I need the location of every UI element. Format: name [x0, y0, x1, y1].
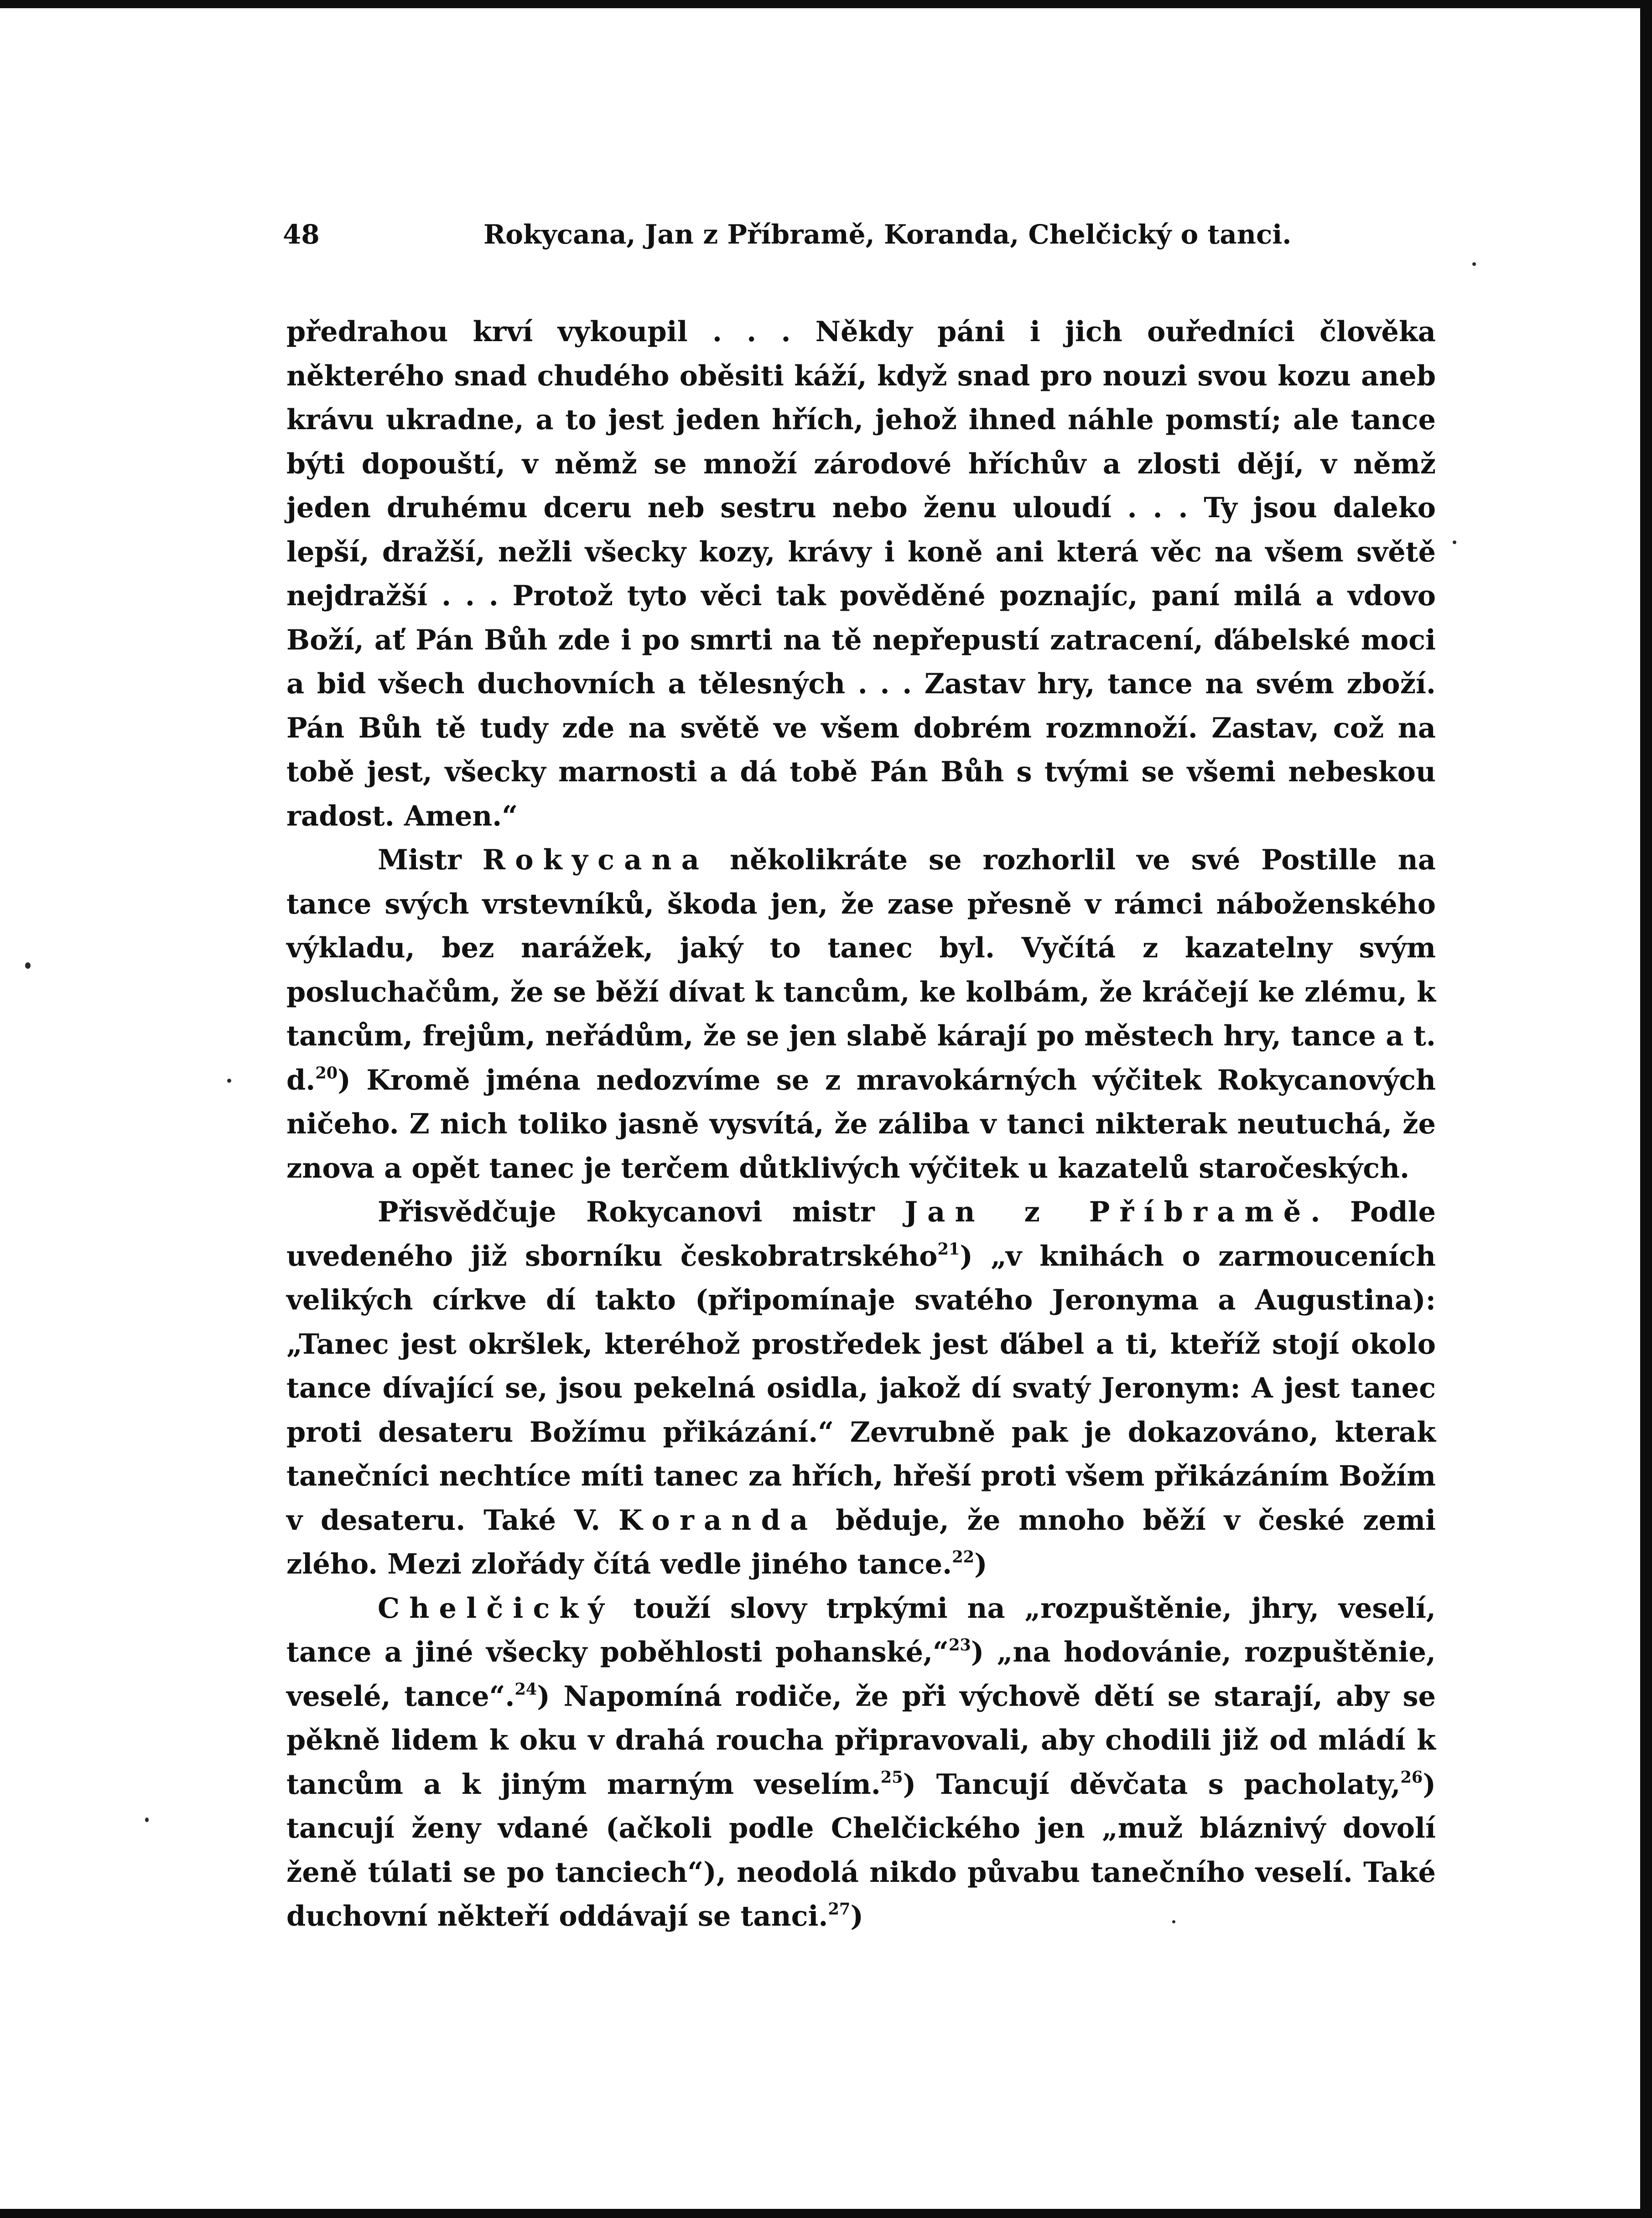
text-run: ) Kromě jména nedozvíme se z mravokárných výčitek Rokycanových ničeho. Z nich toliko jasně vysvítá, že záliba v tanci nikterak neutuchá, že znova a opět tanec je terčem důtklivých výčitek u kazatelů staročeských. [286, 1064, 1436, 1184]
page-number: 48 [283, 219, 320, 250]
body-text [286, 310, 1436, 1939]
scan-speck [1472, 262, 1476, 266]
running-title: Rokycana, Jan z Příbramě, Koranda, Chelčický o tanci. [483, 219, 1292, 250]
paragraph-4 [286, 1587, 1436, 1939]
paragraph-1: předrahou krví vykoupil . . . Někdy páni i jich ouředníci člověka některého snad chudého oběsiti káží, když snad pro nouzi svou kozu aneb krávu ukradne, a to jest jeden hřích, jehož ihned náhle pomstí; ale tance býti dopouští, v němž se množí zárodové hříchův a zlosti dějí, v němž jeden druhému dceru neb sestru nebo ženu uloudí . . . Ty jsou daleko lepší, dražší, nežli všecky kozy, krávy i koně ani která věc na všem světě nejdražší . . . Protož tyto věci tak pověděné poznajíc, paní milá a vdovo Boží, ať Pán Bůh zde i po smrti na tě nepřepustí zatracení, ďábelské moci a bid všech duchovních a tělesných . . . Zastav hry, tance na svém zboží. Pán Bůh tě tudy zde na světě ve všem dobrém rozmnoží. Zastav, což na tobě jest, všecky marnosti a dá tobě Pán Bůh s tvými se všemi nebeskou radost. Amen.“ [286, 316, 1436, 832]
text-run: běduje, že mnoho běží v české zemi zlého. Mezi zlořády čítá vedle jiného tance. [286, 1504, 1436, 1580]
text-run: . Podle uvedeného již sborníku českobratrského [286, 1196, 1436, 1273]
text-run: několikráte se rozhorlil ve své Postille na tance svých vrstevníků, škoda jen, že zase přesně v rámci náboženského výkladu, bez narážek, jaký to tanec byl. Vyčítá z kazatelny svým posluchačům, že se běží dívat k tancům, ke kolbám, že kráčejí ke zlému, k tancům, frejům, neřádům, že se jen slabě kárají po městech hry, tance a t. d. [286, 844, 1436, 1096]
text-run: ) „v knihách o zarmouceních velikých církve dí takto (připomínaje svatého Jeronyma a Augustina): „Tanec jest okršlek, kteréhož prostředek jest ďábel a ti, kteříž stojí okolo tance dívající se, jsou pekelná osidla, jakož dí svatý Jeronym: A jest tanec proti desateru Božímu přikázání.“ Zevrubně pak je dokazováno, kterak tanečníci nechtíce míti tanec za hřích, hřeší proti všem přikázáním Božím v desateru. Také V. [286, 1240, 1436, 1537]
text-run: ) Napomíná rodiče, že při výchově dětí se starají, aby se pěkně lidem k oku v drahá roucha připravovali, aby chodili již od mládí k tancům a k jiným marným veselím. [286, 1680, 1436, 1801]
footnote-ref-23: 23 [948, 1636, 971, 1655]
scan-speck [227, 1079, 231, 1083]
paragraph-3 [286, 1190, 1436, 1587]
text-run: ) [974, 1548, 987, 1580]
paragraph-2 [286, 838, 1436, 1190]
spaced-name-chelcicky: Chelčický [378, 1592, 614, 1625]
text-run: ) tancují ženy vdané (ačkoli podle Chelčického jen „muž bláznivý dovolí ženě túlati se po tanciech“), neodolá nikdo půvabu tanečního veselí. Také duchovní někteří oddávají se tanci. [286, 1768, 1436, 1932]
text-run: ) Tancují děvčata s pacholaty, [903, 1768, 1401, 1801]
text-run: ) „na hodovánie, rozpuštěnie, veselé, tance“. [286, 1636, 1436, 1713]
text-run: Mistr [378, 844, 483, 876]
scan-speck [25, 962, 31, 969]
text-run: Přisvědčuje Rokycanovi mistr [378, 1196, 905, 1228]
spaced-name-koranda: Koranda [618, 1504, 818, 1537]
scan-speck [1453, 540, 1456, 544]
running-header [283, 219, 1292, 260]
spaced-name-rokycana: Rokycana [482, 844, 709, 876]
footnote-ref-24: 24 [514, 1679, 537, 1699]
text-run: ) [850, 1900, 863, 1932]
scan-speck [145, 1818, 149, 1822]
spaced-name-jan-z-pribrame: Jan z Příbramě [904, 1196, 1311, 1228]
footnote-ref-22: 22 [952, 1548, 975, 1567]
footnote-ref-20: 20 [315, 1063, 338, 1082]
footnote-ref-21: 21 [937, 1239, 960, 1258]
footnote-ref-26: 26 [1400, 1767, 1423, 1787]
footnote-ref-27: 27 [828, 1900, 851, 1919]
footnote-ref-25: 25 [880, 1767, 903, 1787]
text-run: touží slovy trpkými na „rozpuštěnie, jhry, veselí, tance a jiné všecky poběhlosti pohanské,“ [286, 1592, 1436, 1668]
